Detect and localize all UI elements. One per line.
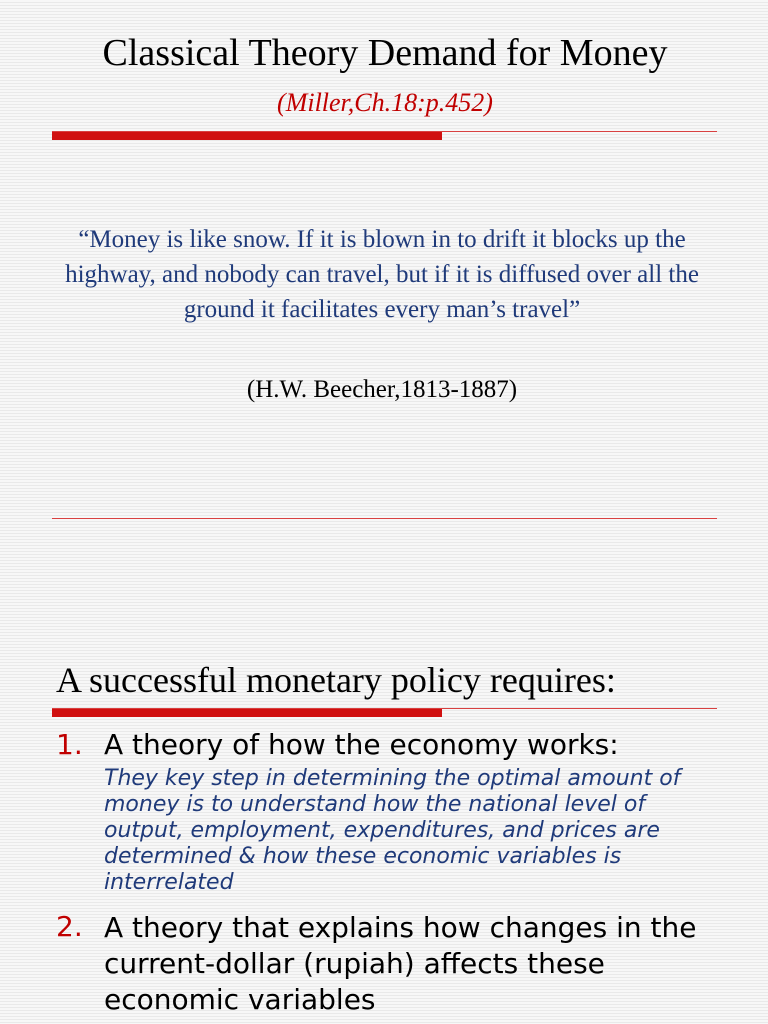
title-underline-thick <box>52 708 442 717</box>
list-item <box>0 728 768 896</box>
item-heading: A theory that explains how changes in the current-dollar (rupiah) affects these economic variables <box>104 911 697 1016</box>
item-heading: A theory of how the economy works: <box>104 728 619 761</box>
item-number: 1. <box>56 728 83 761</box>
slide-title: A successful monetary policy requires: <box>56 660 616 700</box>
slide-monetary-policy <box>0 600 768 1024</box>
quote-attribution: (H.W. Beecher,1813-1887) <box>246 376 518 403</box>
title-underline-thick <box>52 131 442 140</box>
list-item <box>0 910 768 1018</box>
requirements-list <box>0 728 768 1018</box>
quote-text: “Money is like snow. If it is blown in to drift it blocks up the highway, and nobody can travel, but if it is diffused over all the ground it facilitates every man’s travel” <box>65 226 699 323</box>
footer-divider <box>52 518 717 519</box>
item-detail: They key step in determining the optimal amount of money is to understand how the national level of output, employment, expenditures, and prices are determined & how these economic variables is interrelated <box>104 766 681 895</box>
title-text: Classical Theory Demand for Money <box>102 32 668 74</box>
citation: (Miller,Ch.18:p.452) <box>277 88 493 117</box>
item-number: 2. <box>56 910 83 943</box>
slide-title <box>40 30 730 126</box>
title-underline-thin <box>52 708 717 709</box>
title-underline-thin <box>52 131 717 132</box>
